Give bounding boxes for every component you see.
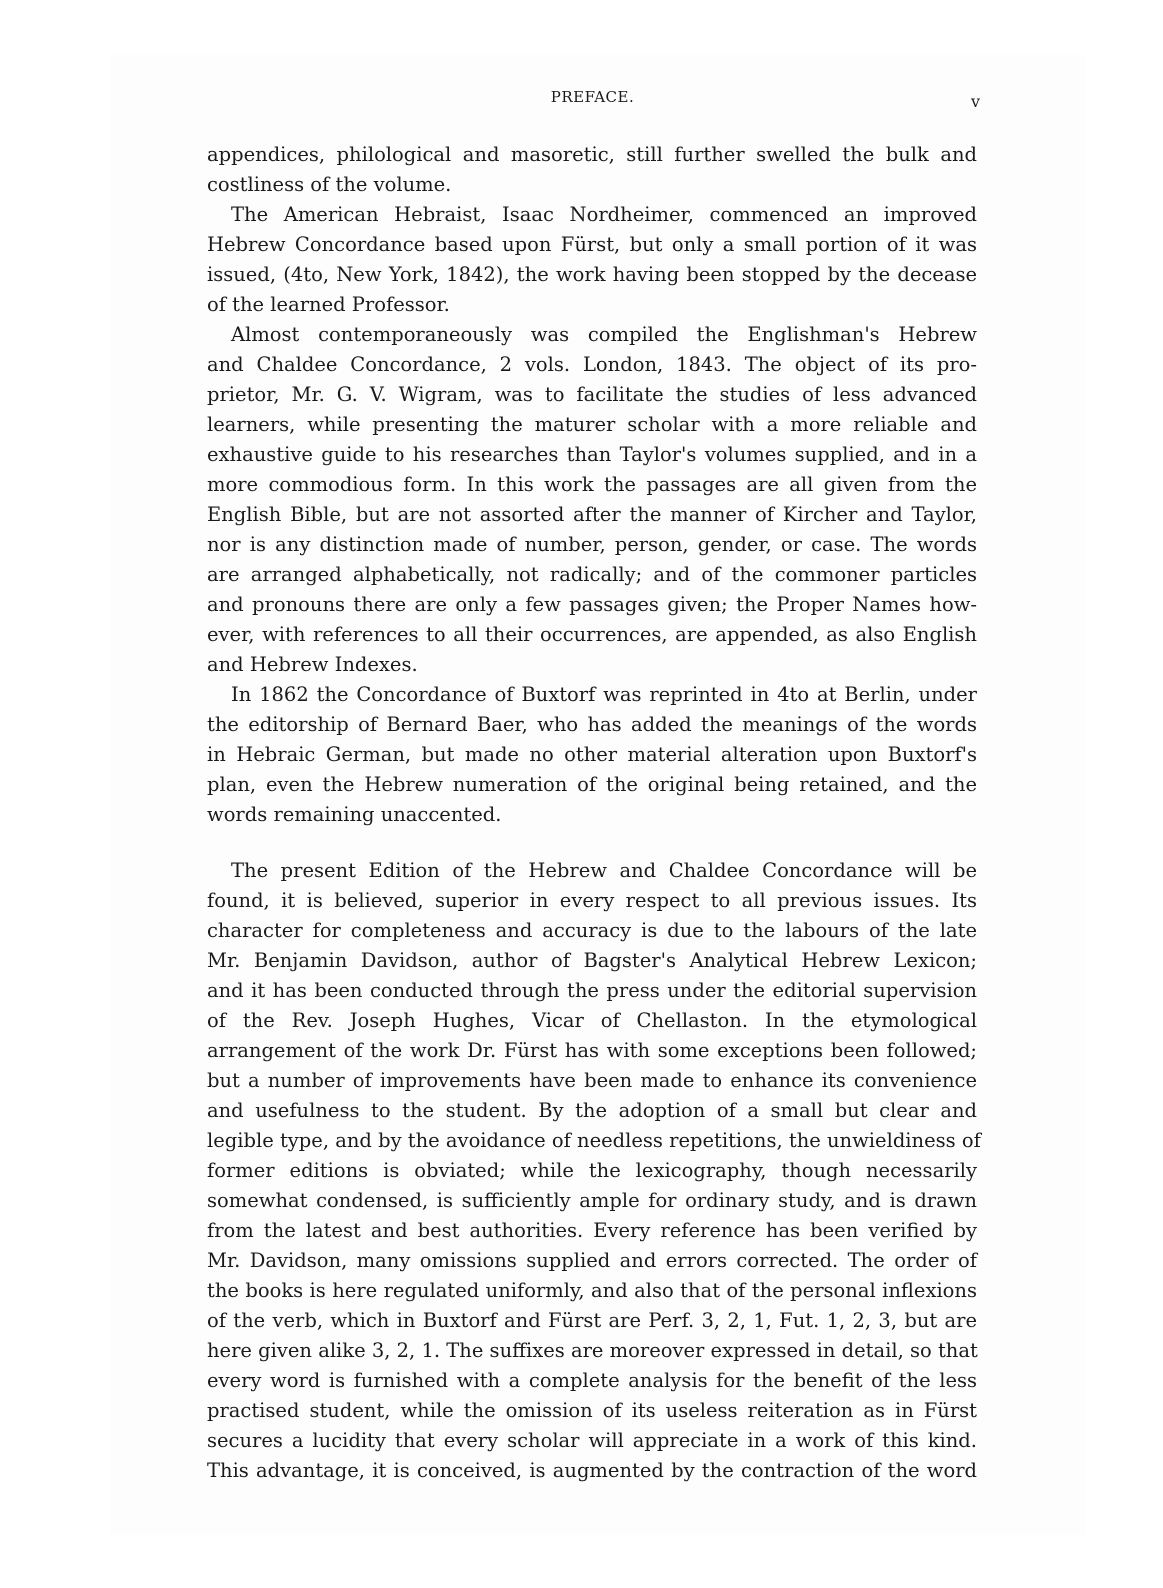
text-line: every word is furnished with a complete analysis for the benefit of the less: [207, 1369, 977, 1392]
text-line: more commodious form. In this work the passages are all given from the: [207, 473, 977, 496]
text-line: the editorship of Bernard Baer, who has added the meanings of the words: [207, 713, 977, 736]
text-line: Mr. Benjamin Davidson, author of Bagster's Analytical Hebrew Lexicon;: [207, 949, 977, 972]
text-line: and usefulness to the student. By the adoption of a small but clear and: [207, 1099, 977, 1122]
paragraph-gap: [207, 830, 977, 856]
text-line: plan, even the Hebrew numeration of the original being retained, and the: [207, 773, 977, 796]
paragraph: [207, 680, 977, 830]
text-line: English Bible, but are not assorted after the manner of Kircher and Taylor,: [207, 503, 977, 526]
text-line: prietor, Mr. G. V. Wigram, was to facilitate the studies of less advanced: [207, 383, 977, 406]
text-line: appendices, philological and masoretic, still further swelled the bulk and: [207, 143, 977, 166]
body-text: [207, 140, 981, 1486]
text-line: secures a lucidity that every scholar will appreciate in a work of this kind.: [207, 1429, 977, 1452]
paragraph: [207, 200, 977, 320]
text-line: ever, with references to all their occurrences, are appended, as also English: [207, 623, 977, 646]
header-title: PREFACE.: [550, 88, 635, 106]
text-line: and it has been conducted through the press under the editorial supervision: [207, 979, 977, 1002]
text-line: The present Edition of the Hebrew and Chaldee Concordance will be: [231, 859, 977, 882]
text-line: arrangement of the work Dr. Fürst has with some exceptions been followed;: [207, 1039, 977, 1062]
text-line: of the Rev. Joseph Hughes, Vicar of Chellaston. In the etymological: [207, 1009, 977, 1032]
text-line: nor is any distinction made of number, person, gender, or case. The words: [207, 533, 977, 556]
text-line: issued, (4to, New York, 1842), the work having been stopped by the decease: [207, 263, 977, 286]
text-line: here given alike 3, 2, 1. The suffixes are moreover expressed in detail, so that: [207, 1339, 978, 1362]
text-line: but a number of improvements have been made to enhance its convenience: [207, 1069, 977, 1092]
text-line: Mr. Davidson, many omissions supplied and errors corrected. The order of: [207, 1249, 977, 1272]
text-line: exhaustive guide to his researches than Taylor's volumes supplied, and in a: [207, 443, 977, 466]
text-line: Hebrew Concordance based upon Fürst, but only a small portion of it was: [207, 233, 977, 256]
text-line: legible type, and by the avoidance of needless repetitions, the unwieldiness of: [207, 1129, 981, 1152]
text-line: costliness of the volume.: [207, 173, 452, 196]
text-line: and pronouns there are only a few passages given; the Proper Names how-: [207, 593, 977, 616]
text-line: the books is here regulated uniformly, and also that of the personal inflexions: [207, 1279, 977, 1302]
text-line: practised student, while the omission of its useless reiteration as in Fürst: [207, 1399, 977, 1422]
text-line: from the latest and best authorities. Every reference has been verified by: [207, 1219, 977, 1242]
text-line: are arranged alphabetically, not radically; and of the commoner particles: [207, 563, 977, 586]
text-line: character for completeness and accuracy is due to the labours of the late: [207, 919, 977, 942]
paragraph: [207, 856, 981, 1486]
text-line: former editions is obviated; while the lexicography, though necessarily: [207, 1159, 977, 1182]
text-line: of the verb, which in Buxtorf and Fürst are Perf. 3, 2, 1, Fut. 1, 2, 3, but are: [207, 1309, 977, 1332]
text-line: Almost contemporaneously was compiled the Englishman's Hebrew: [231, 323, 977, 346]
text-line: and Chaldee Concordance, 2 vols. London, 1843. The object of its pro-: [207, 353, 977, 376]
running-header: [205, 88, 980, 118]
text-line: found, it is believed, superior in every respect to all previous issues. Its: [207, 889, 977, 912]
page-number: v: [970, 92, 980, 111]
text-line: words remaining unaccented.: [207, 803, 502, 826]
text-line: and Hebrew Indexes.: [207, 653, 418, 676]
text-line: In 1862 the Concordance of Buxtorf was reprinted in 4to at Berlin, under: [231, 683, 977, 706]
text-line: learners, while presenting the maturer scholar with a more reliable and: [207, 413, 977, 436]
text-line: The American Hebraist, Isaac Nordheimer, commenced an improved: [231, 203, 977, 226]
text-line: This advantage, it is conceived, is augmented by the contraction of the word: [207, 1459, 977, 1482]
text-line: of the learned Professor.: [207, 293, 450, 316]
text-line: somewhat condensed, is sufficiently ample for ordinary study, and is drawn: [207, 1189, 977, 1212]
text-line: in Hebraic German, but made no other material alteration upon Buxtorf's: [207, 743, 977, 766]
paragraph: [207, 320, 977, 680]
paragraph: [207, 140, 977, 200]
